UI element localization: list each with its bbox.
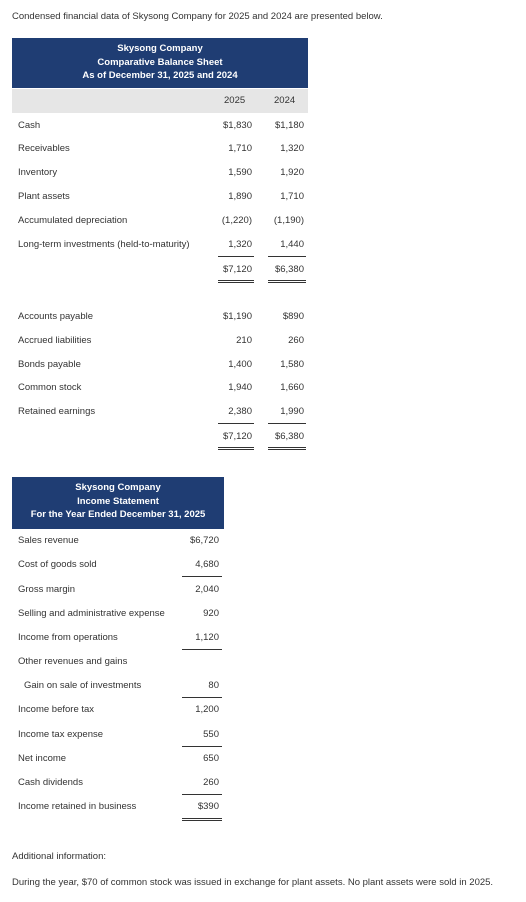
is-company-name: Skysong Company: [75, 482, 161, 493]
income-row-value: 4,680: [195, 559, 219, 570]
tax-rule: [182, 746, 222, 747]
asset-value-2024: 1,710: [280, 191, 304, 202]
bs-company-name: Skysong Company: [117, 43, 203, 54]
liab-total-double-rule-2024: [268, 449, 306, 450]
assets-total-rule-2025: [218, 280, 254, 281]
assets-total-double-rule-2024: [268, 282, 306, 283]
gross-margin-rule: [182, 576, 222, 577]
income-row-label: Income tax expense: [18, 729, 104, 740]
asset-label: Receivables: [18, 143, 70, 154]
income-row-value: 80: [208, 680, 219, 691]
retained-rule: [182, 818, 222, 819]
assets-subtotal-rule-2025: [218, 256, 254, 257]
is-date-line: For the Year Ended December 31, 2025: [30, 509, 206, 520]
column-header-bar: [12, 89, 308, 113]
liability-value-2025: 210: [236, 335, 252, 346]
assets-total-2024: $6,380: [274, 264, 304, 275]
income-row-label: Selling and administrative expense: [18, 608, 165, 619]
liability-label: Accrued liabilities: [18, 335, 92, 346]
liab-total-rule-2024: [268, 447, 306, 448]
retained-double-rule: [182, 820, 222, 821]
liability-value-2025: 1,940: [228, 382, 252, 393]
liability-value-2025: $1,190: [222, 311, 252, 322]
asset-label: Cash: [18, 120, 41, 131]
asset-value-2025: 1,890: [228, 191, 252, 202]
income-row-label: Sales revenue: [18, 535, 79, 546]
income-row-label: Gain on sale of investments: [24, 680, 142, 691]
liability-value-2024: 1,990: [280, 406, 304, 417]
income-row-label: Gross margin: [18, 584, 76, 595]
income-row-label: Cash dividends: [18, 777, 83, 788]
income-row-value: 2,040: [195, 584, 219, 595]
income-row-label: Other revenues and gains: [18, 656, 128, 667]
asset-value-2025: (1,220): [221, 215, 252, 226]
income-statement-header: [12, 477, 224, 529]
liability-value-2025: 1,400: [228, 359, 252, 370]
asset-label: Accumulated depreciation: [18, 215, 128, 226]
income-row-value: $390: [197, 801, 219, 812]
income-row-label: Income before tax: [18, 704, 95, 715]
asset-value-2024: 1,920: [280, 167, 304, 178]
liab-total-rule-2025: [218, 447, 254, 448]
liability-value-2025: 2,380: [228, 406, 252, 417]
additional-info-title: Additional information:: [12, 851, 106, 862]
asset-value-2024: 1,440: [280, 239, 304, 250]
liability-value-2024: 1,660: [280, 382, 304, 393]
asset-value-2025: $1,830: [222, 120, 252, 131]
asset-label: Inventory: [18, 167, 58, 178]
income-row-value: 920: [203, 608, 219, 619]
asset-value-2025: 1,710: [228, 143, 252, 154]
dividends-rule: [182, 794, 222, 795]
income-row-label: Cost of goods sold: [18, 559, 97, 570]
asset-value-2024: 1,320: [280, 143, 304, 154]
gain-rule: [182, 697, 222, 698]
asset-value-2025: 1,320: [228, 239, 252, 250]
liability-value-2024: 1,580: [280, 359, 304, 370]
bs-statement-title: Comparative Balance Sheet: [97, 56, 223, 68]
income-row-value: 650: [203, 753, 219, 764]
income-row-value: 550: [203, 729, 219, 740]
liability-label: Common stock: [18, 382, 82, 393]
income-row-value: 260: [203, 777, 219, 788]
asset-value-2024: $1,180: [274, 120, 304, 131]
bs-date-line: As of December 31, 2025 and 2024: [82, 70, 238, 81]
additional-info-note: During the year, $70 of common stock was issued in exchange for plant assets. No plant assets were sold in 2025.: [12, 877, 494, 888]
balance-sheet-header: [12, 38, 308, 88]
assets-total-2025: $7,120: [222, 264, 252, 275]
income-row-label: Net income: [18, 753, 67, 764]
assets-subtotal-rule-2024: [268, 256, 306, 257]
liability-value-2024: $890: [282, 311, 304, 322]
liab-subtotal-rule-2025: [218, 423, 254, 424]
asset-value-2024: (1,190): [273, 215, 304, 226]
income-row-value: 1,200: [195, 704, 219, 715]
liability-value-2024: 260: [288, 335, 304, 346]
asset-value-2025: 1,590: [228, 167, 252, 178]
liabilities-total-2024: $6,380: [274, 431, 304, 442]
liability-label: Retained earnings: [18, 406, 96, 417]
intro-text: Condensed financial data of Skysong Company for 2025 and 2024 are presented below.: [12, 11, 383, 22]
liab-subtotal-rule-2024: [268, 423, 306, 424]
col-2025-label: 2025: [224, 95, 246, 106]
liabilities-total-2025: $7,120: [222, 431, 252, 442]
liability-label: Accounts payable: [18, 311, 93, 322]
is-statement-title: Income Statement: [77, 495, 159, 507]
col-2024-label: 2024: [274, 95, 296, 106]
liability-label: Bonds payable: [18, 359, 81, 370]
asset-label: Long-term investments (held-to-maturity): [18, 239, 190, 250]
assets-total-rule-2024: [268, 280, 306, 281]
income-row-value: 1,120: [195, 632, 219, 643]
operations-rule: [182, 649, 222, 650]
income-row-value: $6,720: [189, 535, 219, 546]
income-row-label: Income from operations: [18, 632, 118, 643]
assets-total-double-rule-2025: [218, 282, 254, 283]
asset-label: Plant assets: [18, 191, 70, 202]
income-row-label: Income retained in business: [18, 801, 137, 812]
liab-total-double-rule-2025: [218, 449, 254, 450]
